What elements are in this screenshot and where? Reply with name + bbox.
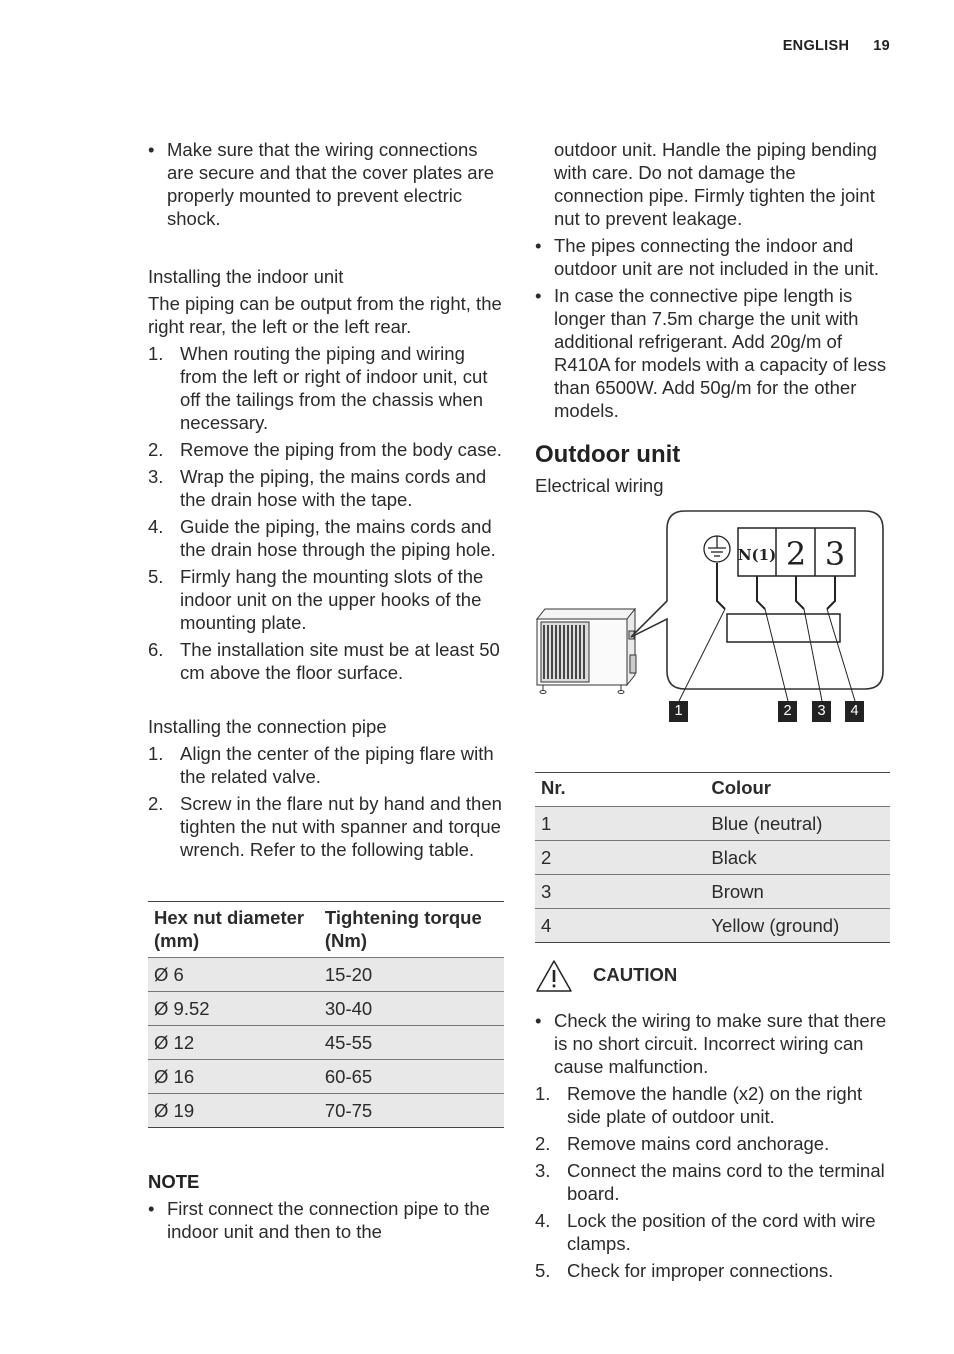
caution-heading: CAUTION [593,964,678,985]
caution-steps-list [535,1082,890,1282]
caution-block [535,959,890,1001]
wiring-diagram-graphic [535,509,890,734]
list-item: 6. The installation site must be at least 50 cm above the floor surface. [148,639,500,683]
table-row: Ø 19 70-75 [148,1094,504,1128]
wire-label-2: 2 [778,701,797,722]
list-item: 2. Remove mains cord anchorage. [535,1133,830,1154]
table-header-row [535,773,890,807]
connection-pipe-heading: Installing the connection pipe [148,716,387,737]
column-header: Nr. [535,773,705,807]
indoor-unit-heading: Installing the indoor unit [148,266,344,287]
list-item: 5. Check for improper connections. [535,1260,834,1281]
table-row: 1 Blue (neutral) [535,807,890,841]
table-row: Ø 6 15-20 [148,958,504,992]
page-header [759,35,890,58]
list-item: 3. Wrap the piping, the mains cords and the drain hose with the tape. [148,466,487,510]
column-header: Hex nut diameter (mm) [148,902,319,958]
warning-triangle-icon [535,959,573,993]
language-label: ENGLISH [782,38,850,54]
terminal-n1: N(1) [737,546,777,564]
table-header-row [148,902,504,958]
list-item: 5. Firmly hang the mounting slots of the indoor unit on the upper hooks of the mounting plate. [148,566,484,633]
electrical-wiring-subheading: Electrical wiring [535,475,664,496]
list-item: 1. Align the center of the piping flare with the related valve. [148,743,494,787]
refrigerant-bullet: • In case the connective pipe length is longer than 7.5m charge the unit with additional refrigerant. Add 20g/m of R410A for models with a capacity of less than 6500W. Add 50g/m for the other models. [535,284,890,422]
indoor-steps-list [148,342,504,684]
list-item: 3. Connect the mains cord to the terminal board. [535,1160,885,1204]
terminal-3: 3 [824,535,846,573]
list-item: 4. Guide the piping, the mains cords and the drain hose through the piping hole. [148,516,496,560]
cable-clamp [727,614,840,642]
terminal-2: 2 [785,535,807,573]
outdoor-unit-illustration [537,609,636,694]
pipes-not-included-bullet: • The pipes connecting the indoor and outdoor unit are not included in the unit. [535,234,890,280]
wire-label-1: 1 [669,701,688,722]
left-column [148,138,504,1243]
wire-label-4: 4 [845,701,864,722]
right-column [535,138,890,1286]
pipe-steps-list [148,742,504,861]
indoor-unit-intro: The piping can be output from the right, the right rear, the left or the left rear. [148,293,502,337]
list-item: 4. Lock the position of the cord with wire clamps. [535,1210,876,1254]
note-bullet: • First connect the connection pipe to the indoor unit and then to the [148,1197,497,1243]
table-row: 3 Brown [535,875,890,909]
table-row: Ø 9.52 30-40 [148,992,504,1026]
caution-bullet: • Check the wiring to make sure that there is no short circuit. Incorrect wiring can cause malfunction. [535,1009,890,1078]
wire-label-3: 3 [812,701,831,722]
table-row: Ø 16 60-65 [148,1060,504,1094]
wiring-diagram [535,509,890,734]
column-header: Colour [705,773,890,807]
outdoor-unit-heading: Outdoor unit [535,441,681,468]
torque-table [148,901,504,1128]
table-row: 4 Yellow (ground) [535,909,890,943]
list-item: 2. Remove the piping from the body case. [148,439,502,460]
list-item: 1. When routing the piping and wiring from the left or right of indoor unit, cut off the tailings from the chassis when necessary. [148,343,488,433]
page-number: 19 [873,38,890,54]
note-heading: NOTE [148,1171,200,1192]
table-row: Ø 12 45-55 [148,1026,504,1060]
list-item: 1. Remove the handle (x2) on the right side plate of outdoor unit. [535,1083,863,1127]
note-continuation: outdoor unit. Handle the piping bending with care. Do not damage the connection pipe. Firmly tighten the joint nut to prevent leakage. [554,139,877,229]
wiring-safety-bullet: • Make sure that the wiring connections are secure and that the cover plates are properly mounted to prevent electric shock. [148,138,504,230]
column-header: Tightening torque (Nm) [319,902,504,958]
list-item: 2. Screw in the flare nut by hand and then tighten the nut with spanner and torque wrench. Refer to the following table. [148,793,502,860]
table-row: 2 Black [535,841,890,875]
colour-table [535,772,890,943]
